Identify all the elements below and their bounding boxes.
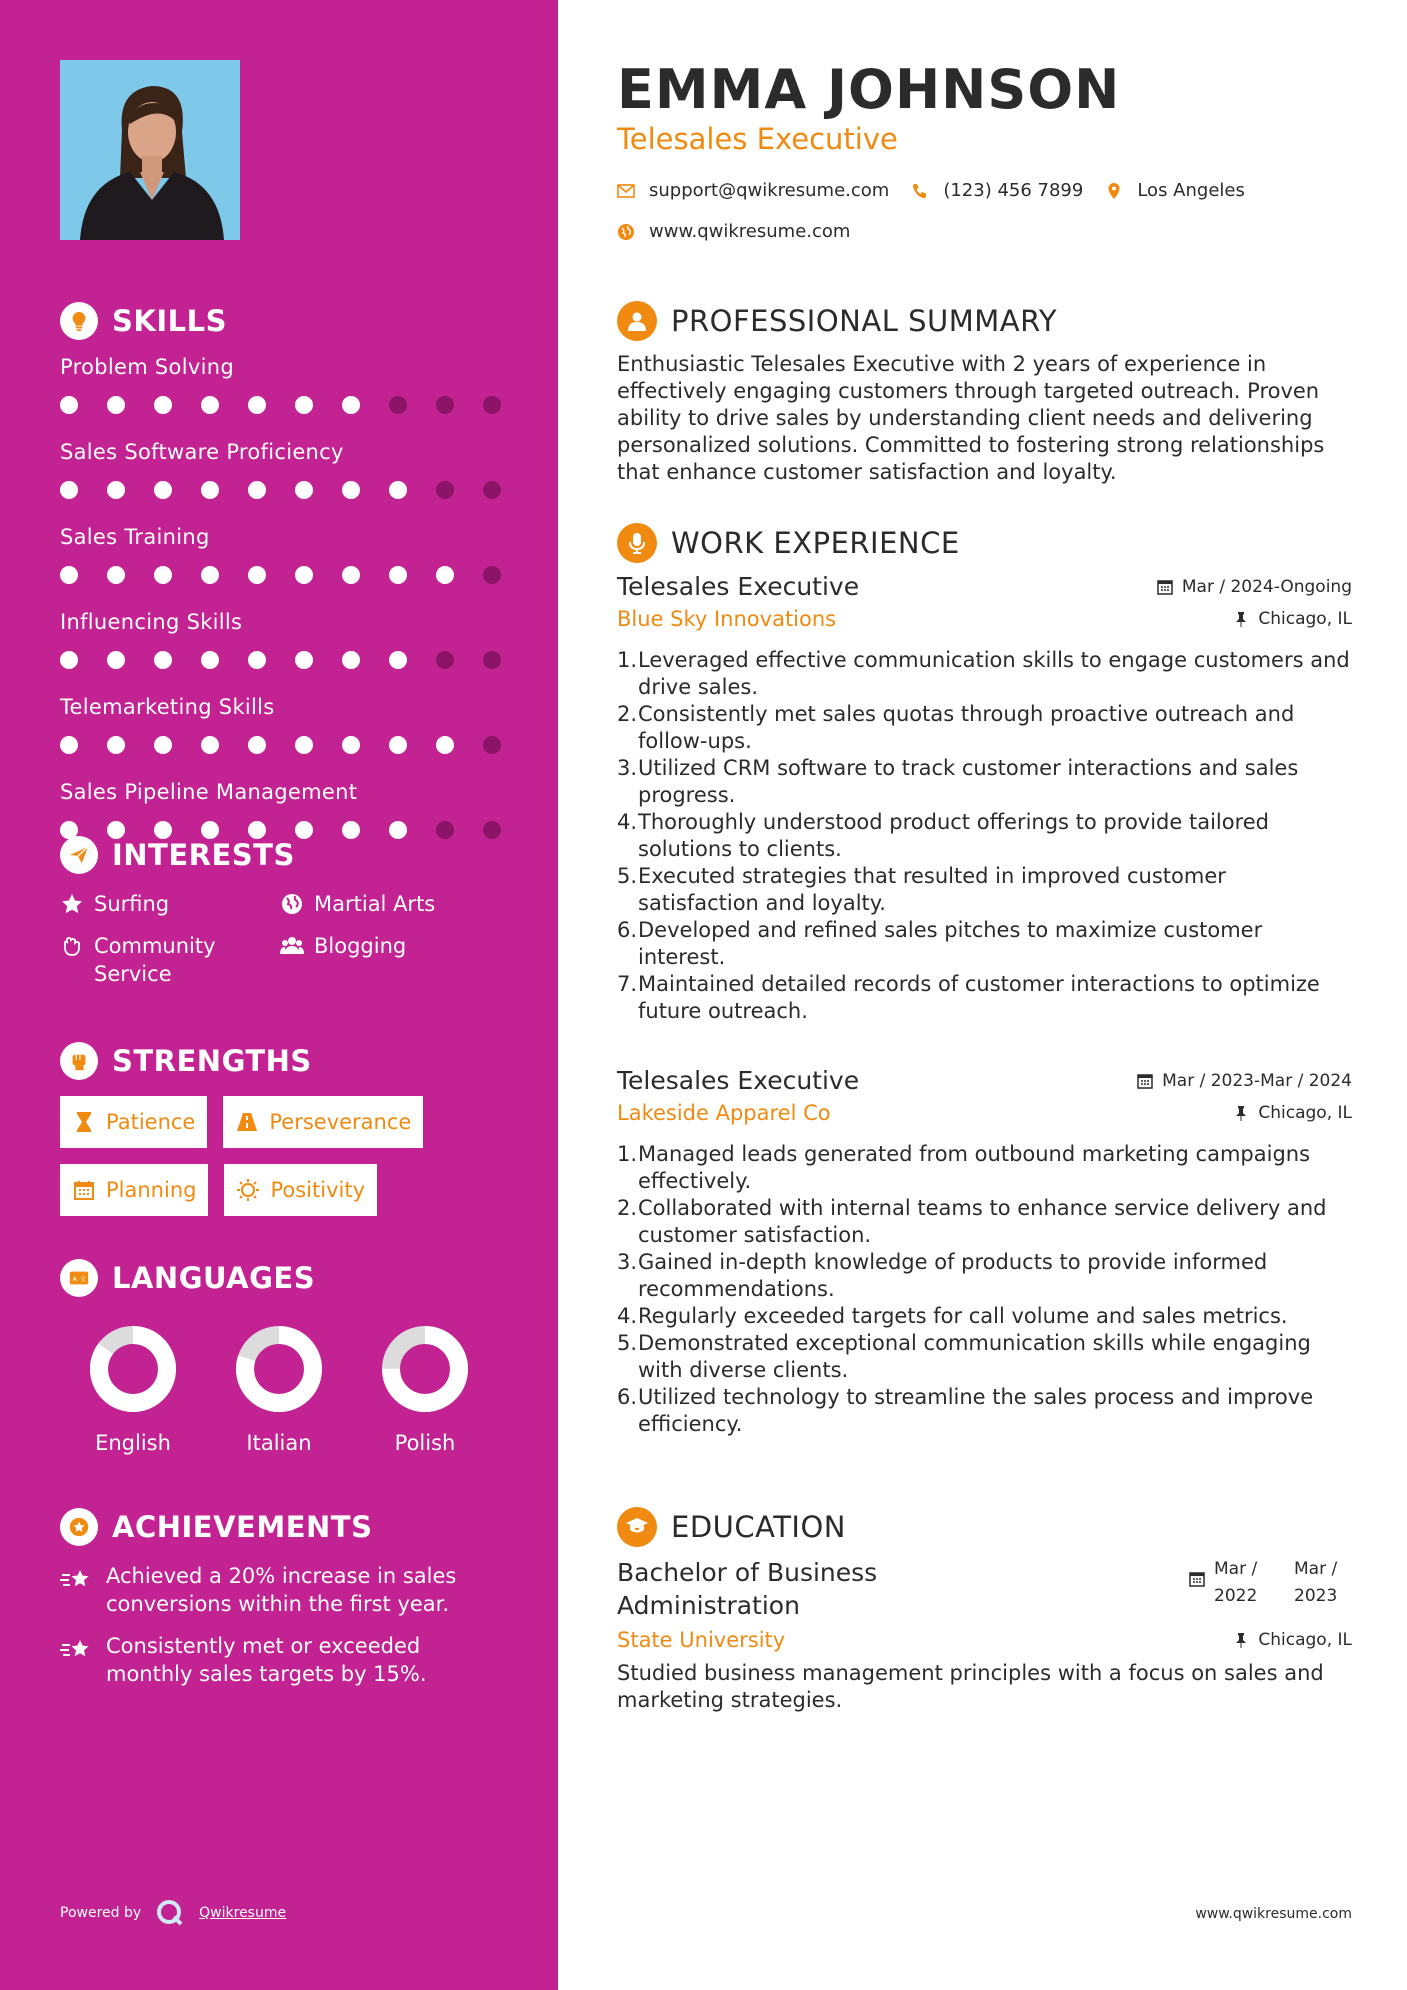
hand-icon [60, 934, 84, 958]
interest-label: Community Service [94, 934, 216, 986]
powered-label: Powered by [60, 1905, 142, 1921]
sidebar [0, 0, 558, 1990]
interests-section [60, 834, 500, 988]
duty-item [617, 701, 1352, 755]
pushpin-icon [1232, 610, 1250, 628]
contact-website[interactable] [617, 221, 850, 242]
duty-number: 2. [617, 702, 638, 726]
rating-dot-empty [483, 396, 501, 414]
company-name: Blue Sky Innovations [617, 607, 837, 631]
email-text: support@qwikresume.com [649, 180, 890, 201]
powered-by [60, 1898, 286, 1928]
languages-heading [60, 1257, 500, 1299]
rating-dot-filled [201, 736, 219, 754]
summary-heading [617, 300, 1057, 342]
rating-dot-filled [342, 651, 360, 669]
job-location [1232, 609, 1352, 629]
rating-dot-filled [201, 481, 219, 499]
duty-text: Developed and refined sales pitches to maximize customer interest. [638, 918, 1263, 969]
duty-number: 4. [617, 1304, 638, 1328]
contact-row-2 [617, 221, 872, 242]
skill-name: Influencing Skills [60, 610, 243, 634]
duty-number: 6. [617, 1385, 638, 1409]
duty-list [617, 647, 1352, 1025]
interest-item [60, 932, 280, 988]
duty-text: Regularly exceeded targets for call volume and sales metrics. [638, 1304, 1288, 1328]
rating-dot-filled [389, 481, 407, 499]
globe-icon [280, 892, 304, 916]
svg-text:文: 文 [79, 1274, 87, 1283]
job-subheader [617, 607, 1352, 631]
calendar-icon [1136, 1072, 1154, 1090]
education-heading [617, 1506, 846, 1548]
interests-heading [60, 834, 500, 876]
rating-dot-filled [107, 566, 125, 584]
shooting-star-icon [60, 1566, 92, 1594]
duty-number: 5. [617, 1331, 638, 1355]
skill-item [60, 692, 500, 767]
hourglass-icon [72, 1110, 96, 1134]
summary-text: Enthusiastic Telesales Executive with 2 years of experience in effectively engaging customers through targeted outreach. Proven ability to drive sales by understanding client needs and delivering personalized solutions. Committed to fostering strong relationships that enhance customer satisfaction and loyalty. [617, 352, 1325, 484]
education-location-text: Chicago, IL [1258, 1630, 1352, 1650]
job-location-text: Chicago, IL [1258, 609, 1352, 629]
medal-icon [60, 1508, 98, 1546]
strength-label: Perseverance [269, 1110, 412, 1134]
rating-dot-filled [248, 566, 266, 584]
duty-item [617, 917, 1352, 971]
strength-label: Patience [106, 1110, 196, 1134]
duty-item [617, 1303, 1352, 1330]
star-icon [60, 892, 84, 916]
road-icon [235, 1110, 259, 1134]
fist-icon [60, 1042, 98, 1080]
duty-text: Consistently met sales quotas through proactive outreach and follow-ups. [638, 702, 1295, 753]
interest-label: Surfing [94, 892, 170, 916]
education-start [1214, 1556, 1294, 1610]
duty-item [617, 755, 1352, 809]
skill-item [60, 522, 500, 597]
skill-item [60, 352, 500, 427]
duty-text: Demonstrated exceptional communication skills while engaging with diverse clients. [638, 1331, 1311, 1382]
education-entry [617, 1556, 1352, 1714]
paper-plane-icon [60, 836, 98, 874]
location-text: Los Angeles [1137, 180, 1245, 201]
end-year: 2023 [1294, 1586, 1338, 1606]
rating-dot-empty [436, 481, 454, 499]
skill-name: Telemarketing Skills [60, 695, 275, 719]
interest-item [60, 890, 280, 918]
globe-icon [617, 223, 635, 241]
experience-heading [617, 522, 960, 564]
job-entry [617, 572, 1352, 1025]
rating-dot-empty [483, 736, 501, 754]
language-item [352, 1325, 498, 1455]
map-pin-icon [1105, 182, 1123, 200]
interest-label: Martial Arts [314, 892, 436, 916]
pushpin-icon [1232, 1631, 1250, 1649]
rating-dot-filled [248, 736, 266, 754]
rating-dot-empty [483, 481, 501, 499]
candidate-name: EMMA JOHNSON [617, 58, 1121, 121]
language-item [60, 1325, 206, 1455]
skill-name: Problem Solving [60, 355, 234, 379]
interest-item [280, 890, 500, 918]
interests-list [60, 890, 500, 988]
language-name: Polish [394, 1431, 456, 1455]
website-text: www.qwikresume.com [649, 221, 851, 242]
user-icon [617, 301, 657, 341]
svg-text:A: A [72, 1274, 77, 1283]
interest-item [280, 932, 500, 988]
qwikresume-link[interactable]: Qwikresume [199, 1905, 287, 1921]
rating-dot-filled [60, 566, 78, 584]
calendar-icon [72, 1178, 96, 1202]
duty-item [617, 1249, 1352, 1303]
achievement-item [60, 1562, 500, 1618]
duty-number: 2. [617, 1196, 638, 1220]
strength-label: Planning [106, 1178, 197, 1202]
rating-dot-filled [60, 481, 78, 499]
skills-heading [60, 300, 500, 342]
contact-location [1105, 180, 1245, 201]
profile-photo [60, 60, 240, 240]
rating-dot-empty [389, 396, 407, 414]
duty-item [617, 863, 1352, 917]
rating-dot-filled [295, 396, 313, 414]
language-name: Italian [246, 1431, 312, 1455]
graduation-cap-icon [617, 1507, 657, 1547]
interests-title: INTERESTS [112, 838, 295, 872]
duty-number: 1. [617, 648, 638, 672]
strength-badge [224, 1164, 377, 1216]
rating-dot-filled [389, 736, 407, 754]
education-title: EDUCATION [671, 1510, 847, 1544]
job-date [1156, 577, 1352, 597]
rating-dot-filled [389, 651, 407, 669]
pushpin-icon [1232, 1104, 1250, 1122]
calendar-icon [1156, 578, 1174, 596]
contact-email[interactable] [617, 180, 889, 201]
end-month: Mar / [1294, 1559, 1338, 1579]
rating-dot-filled [154, 481, 172, 499]
achievement-text: Consistently met or exceeded monthly sales targets by 15%. [106, 1634, 427, 1686]
rating-dot-filled [201, 566, 219, 584]
job-subheader [617, 1101, 1352, 1125]
job-title: Telesales Executive [617, 572, 860, 601]
rating-dot-filled [342, 736, 360, 754]
duty-number: 1. [617, 1142, 638, 1166]
rating-dot-filled [389, 566, 407, 584]
rating-dot-filled [248, 396, 266, 414]
skill-name: Sales Software Proficiency [60, 440, 344, 464]
start-month: Mar / [1214, 1559, 1258, 1579]
rating-dot-filled [295, 566, 313, 584]
skills-list [60, 352, 500, 852]
rating-dot-empty [436, 651, 454, 669]
phone-icon [911, 182, 929, 200]
skills-title: SKILLS [112, 304, 227, 338]
rating-dot-filled [342, 396, 360, 414]
skill-name: Sales Pipeline Management [60, 780, 358, 804]
education-dates [1188, 1556, 1352, 1610]
rating-dot-filled [342, 481, 360, 499]
duty-text: Gained in-depth knowledge of products to provide informed recommendations. [638, 1250, 1268, 1301]
duty-item [617, 1384, 1352, 1438]
summary-title: PROFESSIONAL SUMMARY [671, 304, 1058, 338]
duty-number: 5. [617, 864, 638, 888]
qwikresume-logo-icon [155, 1898, 185, 1928]
language-donut [235, 1325, 323, 1413]
duty-text: Managed leads generated from outbound marketing campaigns effectively. [638, 1142, 1311, 1193]
education-end [1294, 1556, 1352, 1610]
footer-url[interactable]: www.qwikresume.com [1195, 1906, 1352, 1922]
rating-dot-filled [154, 566, 172, 584]
language-donut [381, 1325, 469, 1413]
job-location [1232, 1103, 1352, 1123]
duty-text: Leveraged effective communication skills to engage customers and drive sales. [638, 648, 1350, 699]
rating-dot-filled [107, 396, 125, 414]
duty-text: Maintained detailed records of customer interactions to optimize future outreach. [638, 972, 1320, 1023]
languages-title: LANGUAGES [112, 1261, 316, 1295]
job-date [1136, 1071, 1352, 1091]
candidate-role: Telesales Executive [617, 122, 898, 156]
skill-rating [60, 382, 500, 427]
duty-item [617, 1330, 1352, 1384]
job-title: Telesales Executive [617, 1066, 860, 1095]
languages-section [60, 1257, 500, 1455]
job-header [617, 1066, 1352, 1095]
start-year: 2022 [1214, 1586, 1258, 1606]
rating-dot-empty [483, 566, 501, 584]
rating-dot-filled [107, 481, 125, 499]
strength-badge [60, 1164, 208, 1216]
strength-badge [223, 1096, 423, 1148]
contact-row [617, 180, 1267, 201]
skill-rating [60, 722, 500, 767]
duty-item [617, 809, 1352, 863]
duty-text: Utilized technology to streamline the sales process and improve efficiency. [638, 1385, 1314, 1436]
achievement-text: Achieved a 20% increase in sales conversions within the first year. [106, 1564, 457, 1616]
rating-dot-filled [201, 396, 219, 414]
education-location [1232, 1630, 1352, 1650]
skill-rating [60, 552, 500, 597]
duty-list [617, 1141, 1352, 1438]
duty-item [617, 647, 1352, 701]
rating-dot-filled [107, 736, 125, 754]
interest-label: Blogging [314, 934, 407, 958]
experience-title: WORK EXPERIENCE [671, 526, 960, 560]
job-location-text: Chicago, IL [1258, 1103, 1352, 1123]
rating-dot-filled [248, 481, 266, 499]
strengths-heading [60, 1040, 500, 1082]
skills-section [60, 300, 500, 852]
skill-rating [60, 467, 500, 512]
rating-dot-empty [483, 651, 501, 669]
envelope-icon [617, 182, 635, 200]
duty-text: Thoroughly understood product offerings to provide tailored solutions to clients. [638, 810, 1270, 861]
rating-dot-filled [60, 396, 78, 414]
duty-text: Collaborated with internal teams to enhance service delivery and customer satisfaction. [638, 1196, 1327, 1247]
rating-dot-filled [154, 736, 172, 754]
skill-name: Sales Training [60, 525, 210, 549]
duty-item [617, 1195, 1352, 1249]
skill-rating [60, 637, 500, 682]
duty-number: 6. [617, 918, 638, 942]
rating-dot-filled [436, 736, 454, 754]
achievements-heading [60, 1506, 500, 1548]
phone-text: (123) 456 7899 [943, 180, 1084, 201]
duty-number: 7. [617, 972, 638, 996]
strength-badge [60, 1096, 207, 1148]
achievement-item [60, 1632, 500, 1688]
microphone-icon [617, 523, 657, 563]
job-date-text: Mar / 2024-Ongoing [1181, 576, 1352, 597]
language-icon [60, 1259, 98, 1297]
language-donut [89, 1325, 177, 1413]
achievements-section [60, 1506, 500, 1688]
rating-dot-filled [60, 651, 78, 669]
contact-phone[interactable] [911, 180, 1083, 201]
rating-dot-filled [295, 736, 313, 754]
strengths-section [60, 1040, 500, 1232]
lightbulb-icon [60, 302, 98, 340]
education-description: Studied business management principles with a focus on sales and marketing strategies. [617, 1661, 1324, 1712]
duty-item [617, 1141, 1352, 1195]
duty-number: 4. [617, 810, 638, 834]
rating-dot-filled [295, 481, 313, 499]
calendar-icon [1188, 1570, 1206, 1588]
language-item [206, 1325, 352, 1455]
duty-text: Executed strategies that resulted in improved customer satisfaction and loyalty. [638, 864, 1226, 915]
rating-dot-filled [201, 651, 219, 669]
language-name: English [95, 1431, 171, 1455]
duty-text: Utilized CRM software to track customer interactions and sales progress. [638, 756, 1299, 807]
rating-dot-filled [154, 651, 172, 669]
strengths-title: STRENGTHS [112, 1044, 312, 1078]
duty-item [617, 971, 1352, 1025]
skill-item [60, 607, 500, 682]
rating-dot-filled [436, 566, 454, 584]
rating-dot-filled [248, 651, 266, 669]
rating-dot-filled [342, 566, 360, 584]
rating-dot-empty [436, 396, 454, 414]
job-header [617, 572, 1352, 601]
skill-item [60, 437, 500, 512]
company-name: Lakeside Apparel Co [617, 1101, 831, 1125]
degree-title: Bachelor of Business Administration [617, 1558, 878, 1620]
languages-list [60, 1325, 500, 1455]
shooting-star-icon [60, 1636, 92, 1664]
job-entry [617, 1066, 1352, 1438]
rating-dot-filled [60, 736, 78, 754]
rating-dot-filled [107, 651, 125, 669]
rating-dot-filled [154, 396, 172, 414]
users-icon [280, 934, 304, 958]
rating-dot-filled [295, 651, 313, 669]
job-date-text: Mar / 2023-Mar / 2024 [1162, 1070, 1352, 1091]
duty-number: 3. [617, 1250, 638, 1274]
duty-number: 3. [617, 756, 638, 780]
achievements-title: ACHIEVEMENTS [112, 1510, 373, 1544]
sun-icon [236, 1178, 260, 1202]
school-name: State University [617, 1628, 786, 1652]
strength-label: Positivity [270, 1178, 365, 1202]
strengths-list [60, 1096, 500, 1232]
